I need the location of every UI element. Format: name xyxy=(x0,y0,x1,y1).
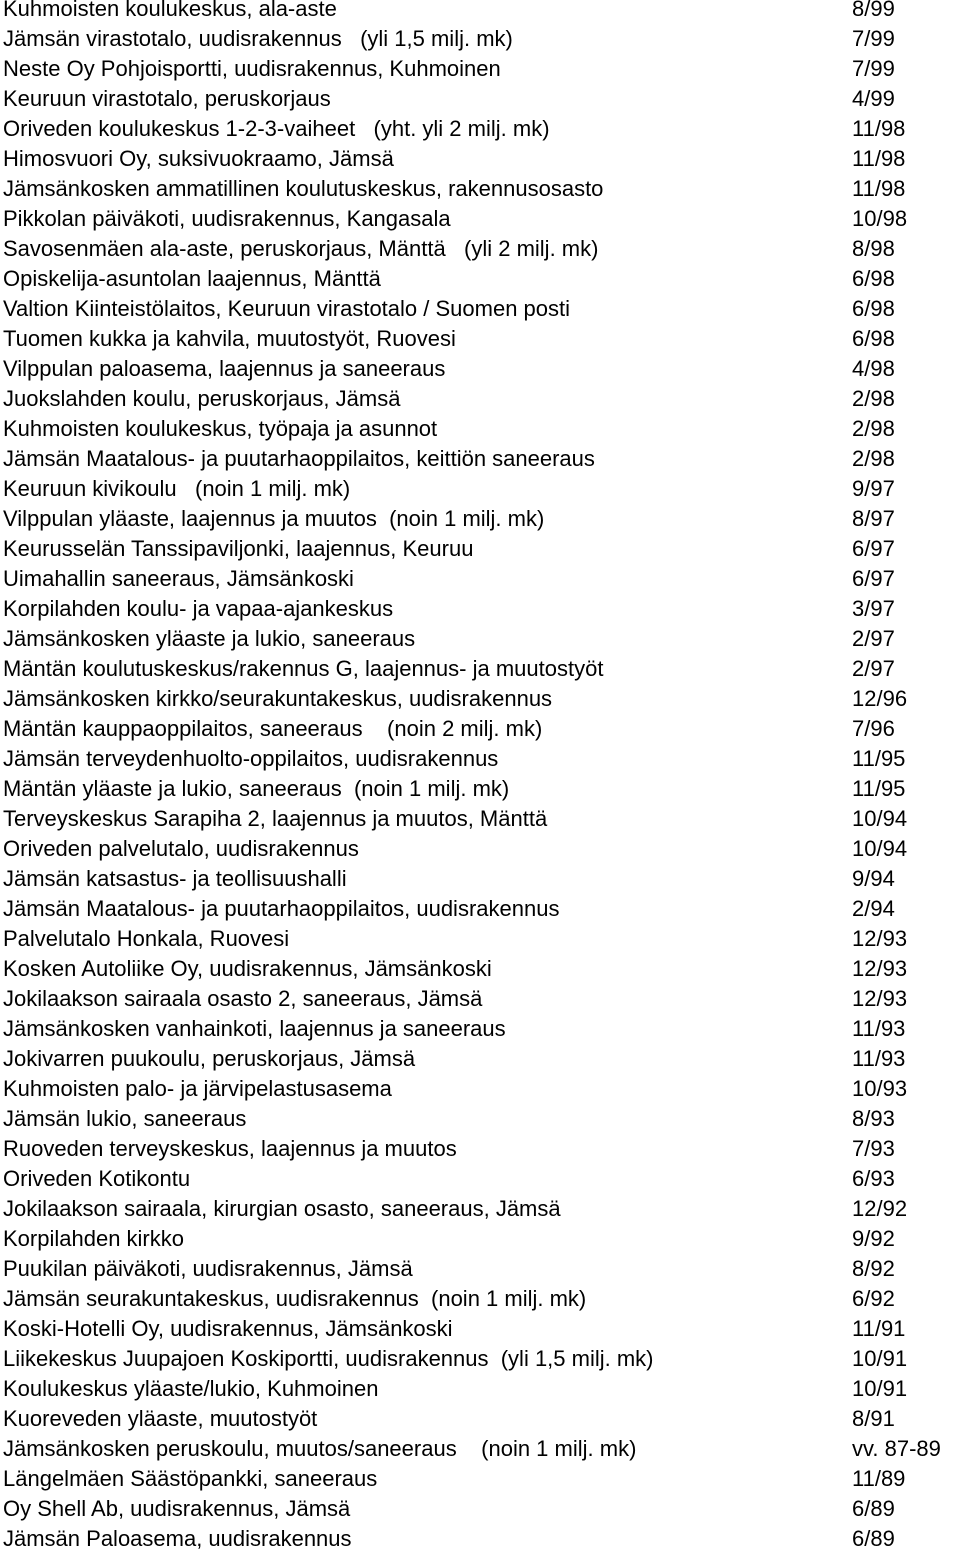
project-name: Valtion Kiinteistölaitos, Keuruun virastotalo / Suomen posti xyxy=(3,296,571,321)
list-item xyxy=(0,924,960,954)
list-item xyxy=(0,1284,960,1314)
project-name: Neste Oy Pohjoisportti, uudisrakennus, Kuhmoinen xyxy=(3,56,501,81)
project-date: 6/98 xyxy=(852,296,895,321)
project-date: 10/94 xyxy=(852,806,908,831)
project-name: Korpilahden koulu- ja vapaa-ajankeskus xyxy=(3,596,394,621)
project-date: 9/92 xyxy=(852,1226,895,1251)
project-date: 7/99 xyxy=(852,56,895,81)
project-name: Keurusselän Tanssipaviljonki, laajennus, Keuruu xyxy=(3,536,474,561)
project-date: 8/92 xyxy=(852,1256,895,1281)
list-item xyxy=(0,1464,960,1494)
project-date: 10/91 xyxy=(852,1346,908,1371)
project-date: 9/97 xyxy=(852,476,895,501)
project-name: Jämsän Maatalous- ja puutarhaoppilaitos, uudisrakennus xyxy=(3,896,560,921)
project-name: Kuhmoisten palo- ja järvipelastusasema xyxy=(3,1076,392,1101)
project-name: Jokilaakson sairaala, kirurgian osasto, saneeraus, Jämsä xyxy=(3,1196,561,1221)
project-date: 10/93 xyxy=(852,1076,908,1101)
list-item xyxy=(0,894,960,924)
project-name: Jämsän lukio, saneeraus xyxy=(3,1106,247,1131)
project-date: 6/92 xyxy=(852,1286,895,1311)
project-date: 11/95 xyxy=(852,746,906,771)
project-date: 10/98 xyxy=(852,206,908,231)
project-date: 11/89 xyxy=(852,1466,906,1491)
list-item xyxy=(0,444,960,474)
list-item xyxy=(0,294,960,324)
project-date: 11/98 xyxy=(852,146,906,171)
project-date: 6/98 xyxy=(852,326,895,351)
list-item xyxy=(0,504,960,534)
project-date: 2/94 xyxy=(852,896,895,921)
project-date: 6/97 xyxy=(852,536,895,561)
project-name: Uimahallin saneeraus, Jämsänkoski xyxy=(3,566,354,591)
list-item xyxy=(0,1254,960,1284)
project-date: 8/97 xyxy=(852,506,895,531)
list-item xyxy=(0,1314,960,1344)
project-date: 6/97 xyxy=(852,566,895,591)
project-name: Liikekeskus Juupajoen Koskiportti, uudisrakennus (yli 1,5 milj. mk) xyxy=(3,1346,654,1371)
list-item xyxy=(0,384,960,414)
list-item xyxy=(0,414,960,444)
project-date: 12/93 xyxy=(852,956,908,981)
list-item xyxy=(0,354,960,384)
project-name: Jämsän terveydenhuolto-oppilaitos, uudisrakennus xyxy=(3,746,499,771)
project-date: 2/97 xyxy=(852,626,895,651)
list-item xyxy=(0,1404,960,1434)
project-name: Himosvuori Oy, suksivuokraamo, Jämsä xyxy=(3,146,394,171)
project-date: 6/89 xyxy=(852,1496,895,1521)
list-item xyxy=(0,234,960,264)
project-name: Palvelutalo Honkala, Ruovesi xyxy=(3,926,290,951)
list-item xyxy=(0,324,960,354)
list-item xyxy=(0,774,960,804)
list-item xyxy=(0,1374,960,1404)
project-date: 8/91 xyxy=(852,1406,895,1431)
project-date: 11/98 xyxy=(852,176,906,201)
project-name: Vilppulan paloasema, laajennus ja saneeraus xyxy=(3,356,446,381)
project-date: 8/98 xyxy=(852,236,895,261)
project-date: 2/98 xyxy=(852,386,895,411)
list-item xyxy=(0,1194,960,1224)
project-date: 7/93 xyxy=(852,1136,895,1161)
project-date: vv. 87-89 xyxy=(852,1436,941,1461)
project-name: Kuhmoisten koulukeskus, työpaja ja asunnot xyxy=(3,416,438,441)
list-item xyxy=(0,114,960,144)
list-item xyxy=(0,954,960,984)
list-item xyxy=(0,1494,960,1524)
project-name: Jokilaakson sairaala osasto 2, saneeraus, Jämsä xyxy=(3,986,483,1011)
project-date: 8/93 xyxy=(852,1106,895,1131)
project-date: 12/93 xyxy=(852,986,908,1011)
project-name: Mäntän kauppaoppilaitos, saneeraus (noin 2 milj. mk) xyxy=(3,716,543,741)
project-name: Jämsän katsastus- ja teollisuushalli xyxy=(3,866,347,891)
project-date: 11/93 xyxy=(852,1016,906,1041)
project-date: 6/98 xyxy=(852,266,895,291)
list-item xyxy=(0,1074,960,1104)
project-date: 4/98 xyxy=(852,356,895,381)
project-name: Kuoreveden yläaste, muutostyöt xyxy=(3,1406,318,1431)
project-name: Längelmäen Säästöpankki, saneeraus xyxy=(3,1466,378,1491)
list-item xyxy=(0,684,960,714)
project-name: Savosenmäen ala-aste, peruskorjaus, Mänttä (yli 2 milj. mk) xyxy=(3,236,599,261)
list-item xyxy=(0,564,960,594)
project-name: Oy Shell Ab, uudisrakennus, Jämsä xyxy=(3,1496,351,1521)
project-name: Kuhmoisten koulukeskus, ala-aste xyxy=(3,0,337,21)
list-item xyxy=(0,1014,960,1044)
project-name: Jämsänkosken yläaste ja lukio, saneeraus xyxy=(3,626,416,651)
project-name: Pikkolan päiväkoti, uudisrakennus, Kangasala xyxy=(3,206,451,231)
list-item xyxy=(0,1224,960,1254)
project-name: Ruoveden terveyskeskus, laajennus ja muutos xyxy=(3,1136,457,1161)
project-date: 3/97 xyxy=(852,596,895,621)
project-name: Puukilan päiväkoti, uudisrakennus, Jämsä xyxy=(3,1256,413,1281)
project-date: 7/99 xyxy=(852,26,895,51)
project-name: Jämsän Paloasema, uudisrakennus xyxy=(3,1526,352,1551)
project-name: Oriveden koulukeskus 1-2-3-vaiheet (yht. yli 2 milj. mk) xyxy=(3,116,550,141)
list-item xyxy=(0,1164,960,1194)
project-date: 6/93 xyxy=(852,1166,895,1191)
project-name: Koski-Hotelli Oy, uudisrakennus, Jämsänkoski xyxy=(3,1316,453,1341)
project-name: Tuomen kukka ja kahvila, muutostyöt, Ruovesi xyxy=(3,326,456,351)
list-item xyxy=(0,624,960,654)
project-name: Opiskelija-asuntolan laajennus, Mänttä xyxy=(3,266,381,291)
list-item xyxy=(0,54,960,84)
project-name: Juokslahden koulu, peruskorjaus, Jämsä xyxy=(3,386,401,411)
project-date: 11/95 xyxy=(852,776,906,801)
list-item xyxy=(0,864,960,894)
list-item xyxy=(0,144,960,174)
project-date: 11/91 xyxy=(852,1316,906,1341)
project-name: Keuruun kivikoulu (noin 1 milj. mk) xyxy=(3,476,351,501)
list-item xyxy=(0,834,960,864)
project-name: Jämsänkosken kirkko/seurakuntakeskus, uudisrakennus xyxy=(3,686,553,711)
project-date: 6/89 xyxy=(852,1526,895,1551)
list-item xyxy=(0,1524,960,1554)
list-item xyxy=(0,744,960,774)
list-item xyxy=(0,1434,960,1464)
project-name: Keuruun virastotalo, peruskorjaus xyxy=(3,86,331,111)
list-item xyxy=(0,0,960,24)
project-name: Mäntän koulutuskeskus/rakennus G, laajennus- ja muutostyöt xyxy=(3,656,604,681)
project-name: Jämsänkosken peruskoulu, muutos/saneeraus (noin 1 milj. mk) xyxy=(3,1436,637,1461)
list-item xyxy=(0,534,960,564)
project-name: Oriveden palvelutalo, uudisrakennus xyxy=(3,836,359,861)
project-name: Oriveden Kotikontu xyxy=(3,1166,191,1191)
project-date: 10/91 xyxy=(852,1376,908,1401)
project-name: Jämsänkosken ammatillinen koulutuskeskus, rakennusosasto xyxy=(3,176,604,201)
list-item xyxy=(0,264,960,294)
project-date: 7/96 xyxy=(852,716,895,741)
project-name: Jokivarren puukoulu, peruskorjaus, Jämsä xyxy=(3,1046,416,1071)
project-date: 9/94 xyxy=(852,866,895,891)
project-date: 12/93 xyxy=(852,926,908,951)
project-name: Koulukeskus yläaste/lukio, Kuhmoinen xyxy=(3,1376,379,1401)
list-item xyxy=(0,1044,960,1074)
project-date: 2/97 xyxy=(852,656,895,681)
list-item xyxy=(0,984,960,1014)
project-date: 11/93 xyxy=(852,1046,906,1071)
list-item xyxy=(0,204,960,234)
project-name: Kosken Autoliike Oy, uudisrakennus, Jämsänkoski xyxy=(3,956,492,981)
list-item xyxy=(0,24,960,54)
project-name: Vilppulan yläaste, laajennus ja muutos (noin 1 milj. mk) xyxy=(3,506,545,531)
list-item xyxy=(0,474,960,504)
project-date: 12/92 xyxy=(852,1196,908,1221)
project-date: 2/98 xyxy=(852,416,895,441)
project-name: Jämsän virastotalo, uudisrakennus (yli 1,5 milj. mk) xyxy=(3,26,513,51)
list-item xyxy=(0,594,960,624)
project-date: 2/98 xyxy=(852,446,895,471)
project-name: Korpilahden kirkko xyxy=(3,1226,184,1251)
list-item xyxy=(0,1134,960,1164)
project-date: 4/99 xyxy=(852,86,895,111)
list-item xyxy=(0,84,960,114)
project-date: 11/98 xyxy=(852,116,906,141)
project-date: 8/99 xyxy=(852,0,895,21)
project-name: Terveyskeskus Sarapiha 2, laajennus ja muutos, Mänttä xyxy=(3,806,548,831)
list-item xyxy=(0,1104,960,1134)
list-item xyxy=(0,174,960,204)
project-date: 12/96 xyxy=(852,686,908,711)
project-name: Mäntän yläaste ja lukio, saneeraus (noin 1 milj. mk) xyxy=(3,776,510,801)
project-name: Jämsänkosken vanhainkoti, laajennus ja saneeraus xyxy=(3,1016,506,1041)
list-item xyxy=(0,714,960,744)
list-item xyxy=(0,654,960,684)
project-name: Jämsän Maatalous- ja puutarhaoppilaitos, keittiön saneeraus xyxy=(3,446,595,471)
list-item xyxy=(0,1344,960,1374)
project-name: Jämsän seurakuntakeskus, uudisrakennus (noin 1 milj. mk) xyxy=(3,1286,587,1311)
list-item xyxy=(0,804,960,834)
project-date: 10/94 xyxy=(852,836,908,861)
